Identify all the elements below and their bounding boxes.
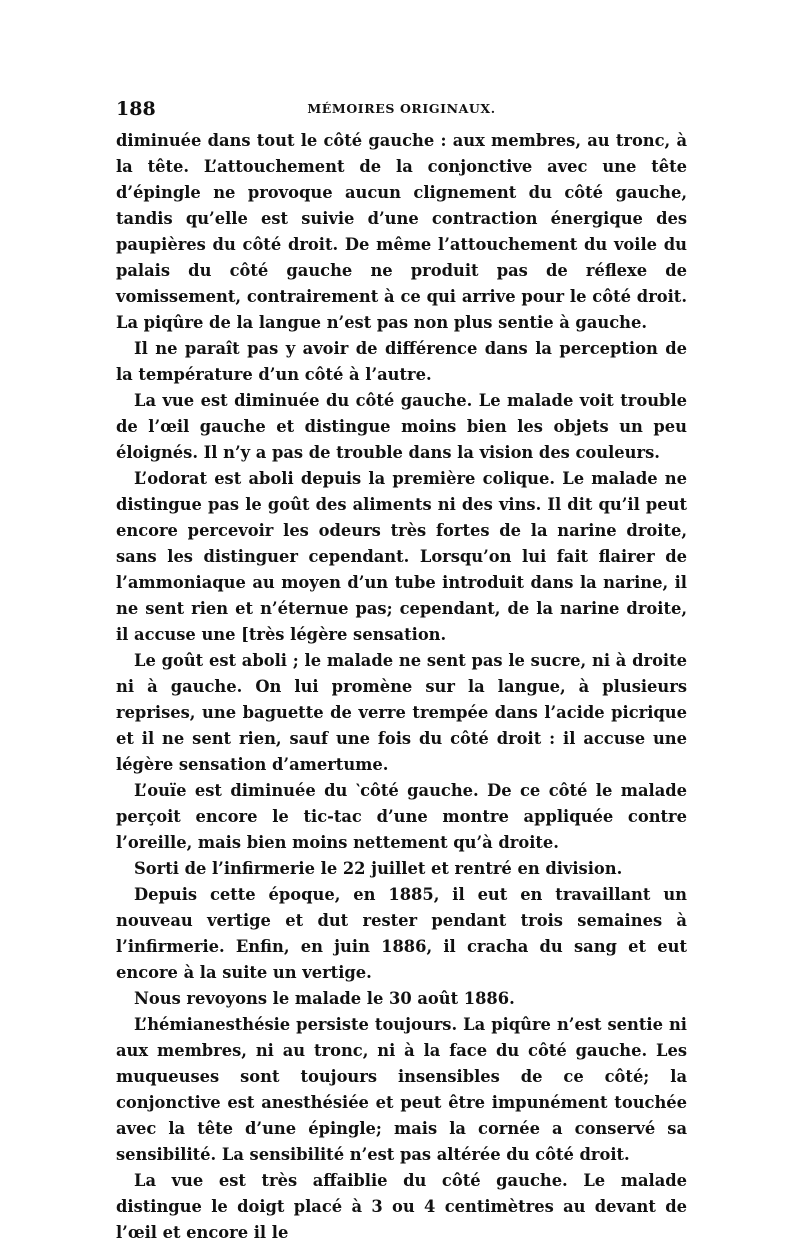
page-header [116,96,687,128]
paragraph: L’odorat est aboli depuis la première colique. Le malade ne distingue pas le goût des aliments ni des vins. Il dit qu’il peut encore percevoir les odeurs très fortes de la narine droite, sans les distinguer cependant. Lorsqu’on lui fait flairer de l’ammoniaque au moyen d’un tube introduit dans la narine, il ne sent rien et n’éternue pas; cependant, de la narine droite, il accuse une [très légère sensation. [116,469,687,644]
paragraph: Sorti de l’infirmerie le 22 juillet et rentré en division. [134,859,623,878]
paragraph: La vue est très affaiblie du côté gauche. Le malade distingue le doigt placé à 3 ou 4 centimètres au devant de l’œil et encore il le [116,1171,687,1242]
paragraph: Il ne paraît pas y avoir de différence dans la perception de la température d’un côté à l’autre. [116,339,687,384]
page-number: 188 [116,98,156,120]
paragraph: Depuis cette époque, en 1885, il eut en travaillant un nouveau vertige et dut rester pendant trois semaines à l’infirmerie. Enfin, en juin 1886, il cracha du sang et eut encore à la suite un vertige. [116,885,687,982]
paragraph: La vue est diminuée du côté gauche. Le malade voit trouble de l’œil gauche et distingue moins bien les objets un peu éloignés. Il n’y a pas de trouble dans la vision des couleurs. [116,391,687,462]
paragraph: Le goût est aboli ; le malade ne sent pas le sucre, ni à droite ni à gauche. On lui promène sur la langue, à plusieurs reprises, une baguette de verre trempée dans l’acide picrique et il ne sent rien, sauf une fois du côté droit : il accuse une légère sensation d’amertume. [116,651,687,774]
paragraph: L’ouïe est diminuée du ‵côté gauche. De ce côté le malade perçoit encore le tic-tac d’une montre appliquée contre l’oreille, mais bien moins nettement qu’à droite. [116,781,687,852]
running-head: MÉMOIRES ORIGINAUX. [307,101,496,116]
book-page [116,96,687,1246]
paragraph: diminuée dans tout le côté gauche : aux membres, au tronc, à la tête. L’attouchement de la conjonctive avec une tête d’épingle ne provoque aucun clignement du côté gauche, tandis qu’elle est suivie d’une contraction énergique des paupières du côté droit. De même l’attouchement du voile du palais du côté gauche ne produit pas de réflexe de vomissement, contrairement à ce qui arrive pour le côté droit. La piqûre de la langue n’est pas non plus sentie à gauche. [116,131,687,332]
paragraph: L’hémianesthésie persiste toujours. La piqûre n’est sentie ni aux membres, ni au tronc, ni à la face du côté gauche. Les muqueuses sont toujours insensibles de ce côté; la conjonctive est anesthésiée et peut être impunément touchée avec la tête d’une épingle; mais la cornée a conservé sa sensibilité. La sensibilité n’est pas altérée du côté droit. [116,1015,687,1164]
paragraph: Nous revoyons le malade le 30 août 1886. [134,989,515,1008]
page-body [116,128,687,1246]
